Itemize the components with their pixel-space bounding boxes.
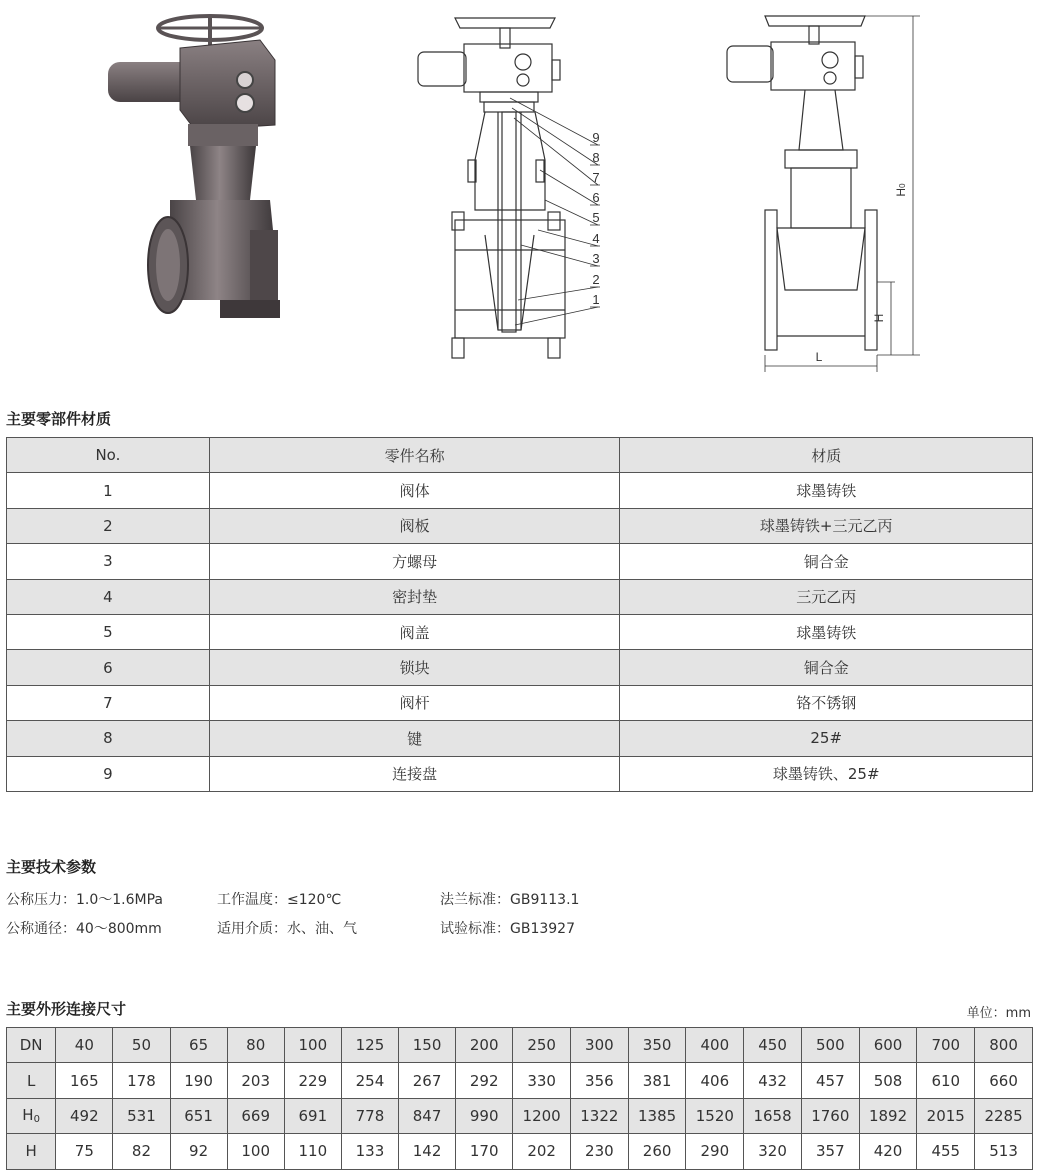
- table-cell: 492: [56, 1098, 113, 1133]
- table-row: [7, 721, 1033, 756]
- cell-no: 8: [7, 721, 210, 756]
- parts-table: [6, 437, 1033, 792]
- cell-material: 25#: [620, 721, 1033, 756]
- dim-l-label: L: [815, 350, 823, 364]
- table-cell: 500: [801, 1028, 859, 1063]
- row-header: H0: [7, 1098, 56, 1133]
- table-cell: 2015: [917, 1098, 975, 1133]
- dimensions-table: [6, 1027, 1033, 1170]
- table-cell: 200: [456, 1028, 513, 1063]
- cell-no: 9: [7, 756, 210, 791]
- table-cell: 230: [571, 1134, 629, 1169]
- table-cell: 1760: [801, 1098, 859, 1133]
- table-cell: 381: [628, 1063, 686, 1098]
- cell-no: 2: [7, 508, 210, 543]
- cell-part-name: 键: [209, 721, 620, 756]
- row-header: L: [7, 1063, 56, 1098]
- table-cell: 651: [170, 1098, 227, 1133]
- table-cell: 65: [170, 1028, 227, 1063]
- table-cell: 165: [56, 1063, 113, 1098]
- param-medium: 适用介质：水、油、气: [217, 921, 357, 937]
- table-cell: 356: [571, 1063, 629, 1098]
- table-cell: 400: [686, 1028, 744, 1063]
- callout-2: 2: [592, 272, 600, 287]
- cell-no: 7: [7, 685, 210, 720]
- cell-material: 三元乙丙: [620, 579, 1033, 614]
- cell-part-name: 阀杆: [209, 685, 620, 720]
- table-cell: 610: [917, 1063, 975, 1098]
- table-cell: 2285: [975, 1098, 1033, 1133]
- callout-8: 8: [592, 150, 600, 165]
- cell-no: 3: [7, 544, 210, 579]
- table-cell: 254: [341, 1063, 398, 1098]
- table-cell: 92: [170, 1134, 227, 1169]
- table-cell: 50: [113, 1028, 170, 1063]
- header-part-name: 零件名称: [209, 438, 620, 473]
- cell-material: 球墨铸铁: [620, 473, 1033, 508]
- cell-material: 铜合金: [620, 544, 1033, 579]
- table-cell: 455: [917, 1134, 975, 1169]
- table-cell: 229: [284, 1063, 341, 1098]
- table-cell: 250: [513, 1028, 571, 1063]
- callout-7: 7: [592, 170, 600, 185]
- cell-no: 1: [7, 473, 210, 508]
- callout-3: 3: [592, 251, 600, 266]
- cell-part-name: 阀盖: [209, 614, 620, 649]
- callout-1: 1: [592, 292, 600, 307]
- table-cell: 1385: [628, 1098, 686, 1133]
- cell-part-name: 方螺母: [209, 544, 620, 579]
- table-cell: 778: [341, 1098, 398, 1133]
- table-cell: 406: [686, 1063, 744, 1098]
- table-cell: 260: [628, 1134, 686, 1169]
- sectional-drawing: [400, 0, 620, 370]
- cell-no: 5: [7, 614, 210, 649]
- table-cell: 513: [975, 1134, 1033, 1169]
- table-cell: 1520: [686, 1098, 744, 1133]
- table-cell: 292: [456, 1063, 513, 1098]
- callout-9: 9: [592, 130, 600, 145]
- table-cell: 1322: [571, 1098, 629, 1133]
- header-no: No.: [7, 438, 210, 473]
- cell-part-name: 连接盘: [209, 756, 620, 791]
- table-cell: 190: [170, 1063, 227, 1098]
- table-cell: 531: [113, 1098, 170, 1133]
- parts-section-title: 主要零部件材质: [6, 410, 112, 428]
- callout-5: 5: [592, 210, 600, 225]
- table-cell: 100: [227, 1134, 284, 1169]
- table-cell: 330: [513, 1063, 571, 1098]
- table-cell: 700: [917, 1028, 975, 1063]
- param-flange-standard: 法兰标准：GB9113.1: [440, 892, 580, 908]
- param-pressure: 公称压力：1.0～1.6MPa: [6, 892, 164, 908]
- table-row: [7, 614, 1033, 649]
- table-row: [7, 544, 1033, 579]
- table-cell: 82: [113, 1134, 170, 1169]
- callout-6: 6: [592, 190, 600, 205]
- cell-part-name: 阀体: [209, 473, 620, 508]
- table-cell: 660: [975, 1063, 1033, 1098]
- table-cell: 150: [399, 1028, 456, 1063]
- table-cell: 669: [227, 1098, 284, 1133]
- table-cell: 100: [284, 1028, 341, 1063]
- table-cell: 320: [744, 1134, 802, 1169]
- unit-label: 单位：mm: [966, 1006, 1031, 1021]
- table-header-row: [7, 438, 1033, 473]
- cell-material: 球墨铸铁、25#: [620, 756, 1033, 791]
- table-cell: 350: [628, 1028, 686, 1063]
- table-cell: 847: [399, 1098, 456, 1133]
- cell-material: 球墨铸铁+三元乙丙: [620, 508, 1033, 543]
- table-cell: 420: [859, 1134, 917, 1169]
- table-cell: 691: [284, 1098, 341, 1133]
- table-cell: 178: [113, 1063, 170, 1098]
- param-temperature: 工作温度：≤120℃: [217, 892, 342, 908]
- row-header: H: [7, 1134, 56, 1169]
- table-cell: 202: [513, 1134, 571, 1169]
- cell-material: 铜合金: [620, 650, 1033, 685]
- cell-part-name: 锁块: [209, 650, 620, 685]
- table-cell: 800: [975, 1028, 1033, 1063]
- callout-4: 4: [592, 231, 600, 246]
- cell-no: 4: [7, 579, 210, 614]
- table-cell: 290: [686, 1134, 744, 1169]
- table-row: [7, 508, 1033, 543]
- cell-part-name: 阀板: [209, 508, 620, 543]
- table-row: [7, 1098, 1033, 1133]
- table-row: [7, 756, 1033, 791]
- table-cell: 40: [56, 1028, 113, 1063]
- dim-h0-label: H0: [894, 183, 908, 197]
- table-cell: 203: [227, 1063, 284, 1098]
- table-cell: 133: [341, 1134, 398, 1169]
- cell-material: 铬不锈钢: [620, 685, 1033, 720]
- table-row: [7, 685, 1033, 720]
- table-cell: 990: [456, 1098, 513, 1133]
- param-test-standard: 试验标准：GB13927: [440, 921, 575, 937]
- table-row: [7, 1028, 1033, 1063]
- table-cell: 125: [341, 1028, 398, 1063]
- table-cell: 75: [56, 1134, 113, 1169]
- cell-no: 6: [7, 650, 210, 685]
- tech-section-title: 主要技术参数: [6, 858, 97, 876]
- table-cell: 80: [227, 1028, 284, 1063]
- param-nominal-diameter: 公称通径：40～800mm: [6, 921, 162, 937]
- cell-part-name: 密封垫: [209, 579, 620, 614]
- table-row: [7, 1063, 1033, 1098]
- table-row: [7, 1134, 1033, 1169]
- table-cell: 300: [571, 1028, 629, 1063]
- table-cell: 1658: [744, 1098, 802, 1133]
- table-cell: 267: [399, 1063, 456, 1098]
- table-cell: 457: [801, 1063, 859, 1098]
- table-row: [7, 473, 1033, 508]
- header-material: 材质: [620, 438, 1033, 473]
- table-cell: 432: [744, 1063, 802, 1098]
- table-cell: 170: [456, 1134, 513, 1169]
- dim-h-label: H: [872, 313, 886, 323]
- table-cell: 1200: [513, 1098, 571, 1133]
- table-cell: 450: [744, 1028, 802, 1063]
- table-cell: 110: [284, 1134, 341, 1169]
- cell-material: 球墨铸铁: [620, 614, 1033, 649]
- table-cell: 600: [859, 1028, 917, 1063]
- dimension-drawing: [715, 0, 945, 380]
- product-photo: [100, 0, 300, 340]
- table-row: [7, 650, 1033, 685]
- dims-section-title: 主要外形连接尺寸: [6, 1000, 127, 1018]
- table-cell: 508: [859, 1063, 917, 1098]
- table-row: [7, 579, 1033, 614]
- row-header: DN: [7, 1028, 56, 1063]
- table-cell: 1892: [859, 1098, 917, 1133]
- table-cell: 357: [801, 1134, 859, 1169]
- table-cell: 142: [399, 1134, 456, 1169]
